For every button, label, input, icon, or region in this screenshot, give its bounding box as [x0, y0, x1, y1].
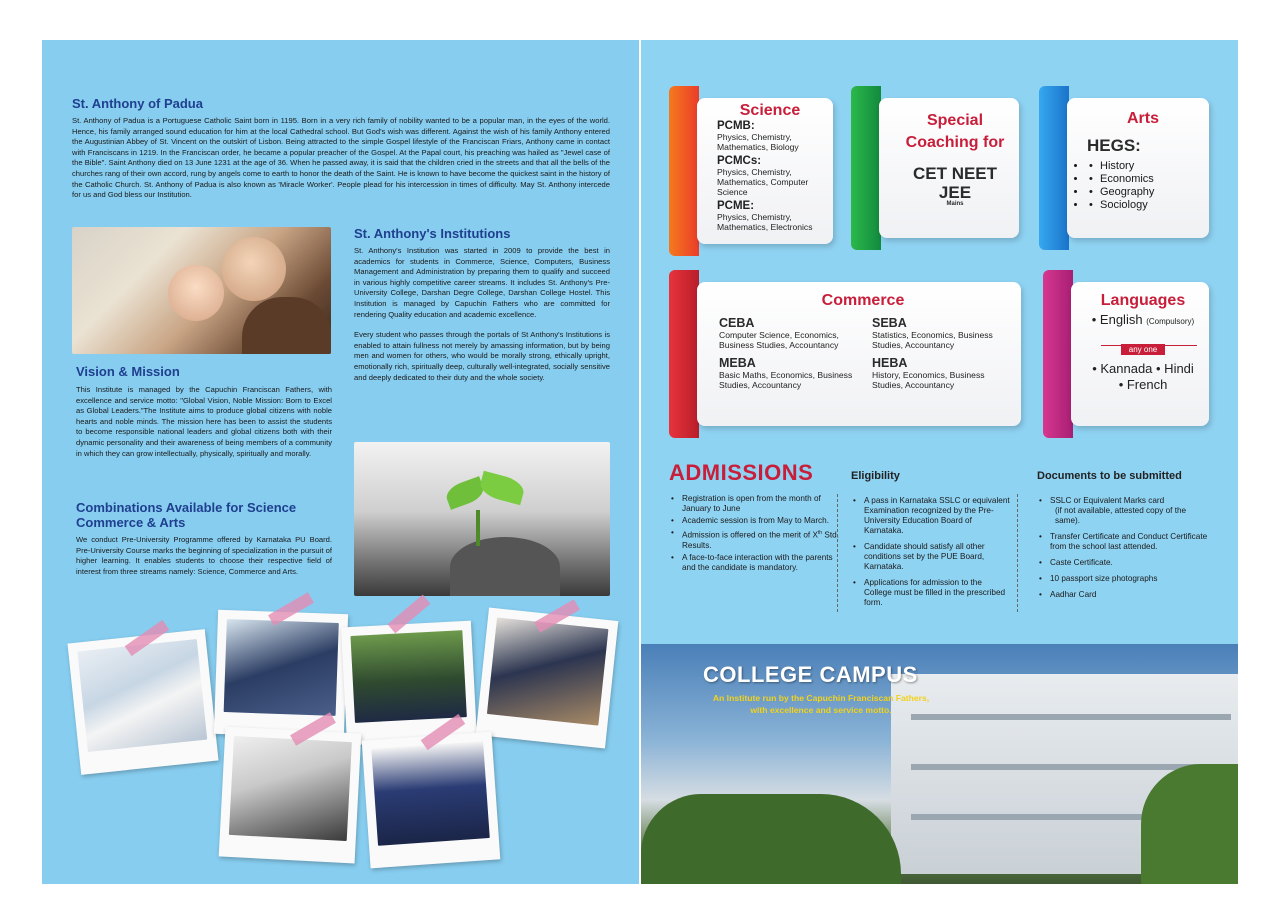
saint-face: [222, 237, 286, 301]
ceba-label: CEBA: [719, 316, 755, 330]
campus-title: COLLEGE CAMPUS: [703, 662, 918, 687]
group-photo-image: [350, 630, 466, 723]
eligibility-item: • Applications for admission to the College must be filled in the prescribed form.: [851, 578, 1011, 608]
arts-card-body: [1067, 98, 1209, 238]
separator: [837, 494, 838, 612]
institutions-heading: St. Anthony's Institutions: [354, 226, 511, 241]
right-page: [641, 40, 1238, 884]
college-campus-photo: [641, 644, 1238, 884]
separator: [1017, 494, 1018, 612]
english-label: • English: [1091, 312, 1143, 327]
arts-subject-list: [1087, 160, 1199, 212]
trees: [641, 794, 901, 884]
stem: [476, 510, 480, 546]
pcmb-subjects: Physics, Chemistry, Mathematics, Biology: [717, 132, 799, 152]
vision-section: [76, 364, 332, 459]
coaching-jee-note: Mains: [946, 201, 964, 207]
left-page: [42, 40, 639, 884]
commerce-title: Commerce: [821, 292, 905, 309]
documents-title: Documents to be submitted: [1037, 470, 1182, 482]
eligibility-title: Eligibility: [851, 470, 900, 482]
commerce-card-body: [697, 282, 1021, 426]
heba-block: [872, 356, 1007, 390]
commerce-tab: [669, 270, 699, 438]
building-floor-line: [911, 714, 1231, 720]
coaching-exams: CET NEET: [912, 164, 998, 183]
eligibility-section: [851, 470, 1011, 610]
coaching-tab: [851, 86, 881, 250]
seba-label: SEBA: [872, 316, 907, 330]
any-one-label: any one: [1121, 344, 1165, 355]
padua-heading: St. Anthony of Padua: [72, 96, 203, 111]
documents-note: (if not available, attested copy of the same).: [1055, 506, 1187, 525]
eligibility-item: • A pass in Karnataka SSLC or equivalent Examination recognized by the Pre-University Education Board of Karnataka.: [851, 496, 1011, 536]
campus-tagline-1: An Institute run by the Capuchin Franciscan Fathers,: [712, 693, 930, 703]
admissions-item: • A face-to-face interaction with the parents and the candidate is mandatory.: [669, 553, 839, 573]
ceba-subjects: Computer Science, Economics, Business Studies, Accountancy: [719, 330, 839, 350]
eligibility-list: [851, 496, 1011, 608]
photo-award-students: [362, 732, 501, 869]
lab-photo-image: [77, 639, 207, 752]
pcme-label: PCME:: [717, 200, 755, 212]
eligibility-item: • Candidate should satisfy all other conditions set by the PUE Board, Karnataka.: [851, 542, 1011, 572]
arts-subject: • • Sociology: [1087, 199, 1199, 212]
pcmcs-subjects: Physics, Chemistry, Mathematics, Computer Science: [717, 167, 809, 197]
ceba-block: [719, 316, 854, 350]
microscope-image: [229, 736, 352, 841]
arts-title: Arts: [1126, 110, 1159, 127]
languages-card-body: [1071, 282, 1209, 426]
compulsory-note: (Compulsory): [1146, 317, 1195, 326]
award-photo-image: [371, 741, 489, 846]
institutions-body-2: Every student who passes through the portals of St Anthony's Institutions is enabled to attain fullness not merely by amassing information, but by being men and women for others, who would be morally strong, ethically upright, emotionally rich, spiritually deep, culturally well-integrated, socially sensitive and deeply dedicated to their duty and the whole society.: [354, 330, 610, 382]
physics-lab-image: [487, 617, 609, 725]
admissions-list: [669, 494, 839, 573]
photo-microscope: [219, 727, 362, 864]
documents-list: [1037, 496, 1209, 600]
admissions-item-3-tail: Std. Results.: [682, 530, 839, 550]
documents-item: • Caste Certificate.: [1037, 558, 1209, 568]
campus-tagline-2: with excellence and service motto.: [750, 705, 892, 715]
documents-item: • Transfer Certificate and Conduct Certificate from the school last attended.: [1037, 532, 1209, 552]
campus-tagline: [701, 692, 941, 716]
coaching-title: Special Coaching for: [905, 112, 1005, 151]
pcmcs-label: PCMCs:: [717, 155, 762, 167]
languages-card: [1043, 270, 1209, 438]
admissions-item-3: Admission is offered on the merit of X: [682, 530, 818, 540]
admissions-item: [669, 528, 839, 551]
seba-subjects: Statistics, Economics, Business Studies, Accountancy: [872, 330, 993, 350]
meba-subjects: Basic Maths, Economics, Business Studies, Accountancy: [719, 370, 853, 390]
vision-body: This Institute is managed by the Capuchin Franciscan Fathers, with excellence and service motto: "Global Vision, Noble Mission: Born to Excel as Global Leaders."The Institute aims to produce global citizens with noble hearts and noble minds. The mission here has been to assist the students to become responsible national leaders and global citizens both with their dynamic personality and their awareness of being members of a community in which they can grow intellectually, physically, spiritually and morally.: [76, 385, 332, 458]
coaching-card: [851, 86, 1019, 250]
robe: [242, 297, 331, 354]
coaching-jee: JEE: [938, 183, 972, 202]
science-tab: [669, 86, 699, 256]
documents-section: [1037, 470, 1209, 602]
combinations-heading: Combinations Available for Science Commerce & Arts: [76, 500, 297, 530]
hands: [450, 537, 560, 596]
vision-heading: Vision & Mission: [76, 364, 180, 379]
padua-body: St. Anthony of Padua is a Portuguese Catholic Saint born in 1195. Born in a very rich family of nobility wanted to be a popular man, in the eyes of the world. Hence, his family arranged sound education for him at the local Cathedral school. But God's wish was different. Against the wish of his family Anthony entered the Augustinian Abbey of St. Vincent on the outskirt of Lisbon. Being attracted to the simple Gospel lifestyle of the Franciscan Friars, Anthony came in contact with Franciscans in 1219. In the Franciscan order, he became a popular preacher of the Gospel. At the Papal court, his preaching was hailed as "Jewel case of the Bible". Saint Anthony died on 13 June 1231 at the age of 36. When he passed away, it is said that the children cried in the streets and that all the bells of the churches rang of their own accord, rung by angels come to earth to honor the death of the Saint. He is known to have become the quickest saint in the history of the Catholic Church. St. Anthony of Padua is also known as 'Miracle Worker'. People plead for his intercession in times of difficulty. May St. Anthony intercede for us and God bless our Institution.: [72, 116, 610, 200]
arts-tab: [1039, 86, 1069, 250]
meba-label: MEBA: [719, 356, 756, 370]
science-card: [669, 86, 833, 256]
photo-lab-students: [67, 629, 218, 775]
arts-subject: • • Geography: [1087, 186, 1199, 199]
heba-label: HEBA: [872, 356, 908, 370]
languages-title: Languages: [1100, 292, 1186, 309]
computer-lab-image: [224, 619, 339, 716]
child-face: [168, 265, 224, 321]
hegs-label: HEGS:: [1087, 136, 1141, 155]
seba-block: [872, 316, 1007, 350]
saint-anthony-image: [72, 227, 331, 354]
heba-subjects: History, Economics, Business Studies, Accountancy: [872, 370, 985, 390]
science-card-body: [697, 98, 833, 244]
lang-line-1: • Kannada • Hindi: [1092, 361, 1194, 376]
documents-item: • 10 passport size photographs: [1037, 574, 1209, 584]
institutions-section: [354, 226, 610, 383]
languages-tab: [1043, 270, 1073, 438]
arts-subject: • • Economics: [1087, 173, 1199, 186]
admissions-item: • Registration is open from the month of January to June: [669, 494, 839, 514]
combinations-body: We conduct Pre-University Programme offered by Karnataka PU Board. Pre-University Course marks the beginning of specialization in the pursuit of higher learning. It enables students to choose their respective field of interest from three streams namely: Science, Commerce and Arts.: [76, 535, 332, 576]
pcme-subjects: Physics, Chemistry, Mathematics, Electronics: [717, 212, 813, 232]
coaching-card-body: [879, 98, 1019, 238]
documents-item: • Aadhar Card: [1037, 590, 1209, 600]
padua-section: [72, 96, 610, 201]
admissions-title: ADMISSIONS: [669, 460, 814, 485]
admissions-section: [669, 460, 839, 575]
meba-block: [719, 356, 854, 390]
pcmb-label: PCMB:: [717, 120, 755, 132]
admissions-item: • Academic session is from May to March.: [669, 516, 839, 526]
admissions-sup: th: [817, 530, 823, 536]
lang-line-2: • French: [1118, 377, 1168, 392]
sapling-in-hands-image: [354, 442, 610, 596]
english-line: [1083, 312, 1203, 327]
leaf-right: [478, 471, 527, 506]
combinations-section: [76, 500, 332, 577]
arts-subject: • • History: [1087, 160, 1199, 173]
science-title: Science: [739, 102, 801, 119]
any-one-divider: [1083, 339, 1203, 353]
documents-item: • SSLC or Equivalent Marks card: [1037, 496, 1209, 506]
institutions-body-1: St. Anthony's Institution was started in 2009 to provide the best in academics for students in Commerce, Science, Computers, Business Management and Administration by preparing them to qualify and succeed in various highly competitive career streams. It includes St. Anthony's Pre-University College, Darshan Degre College, Darshan College Hostel. This Institution is managed by Capuchin Fathers who are committed for rendering Quality education and academic excellence.: [354, 246, 610, 319]
arts-card: [1039, 86, 1209, 250]
commerce-grid: [719, 316, 1007, 390]
commerce-card: [669, 270, 1021, 438]
